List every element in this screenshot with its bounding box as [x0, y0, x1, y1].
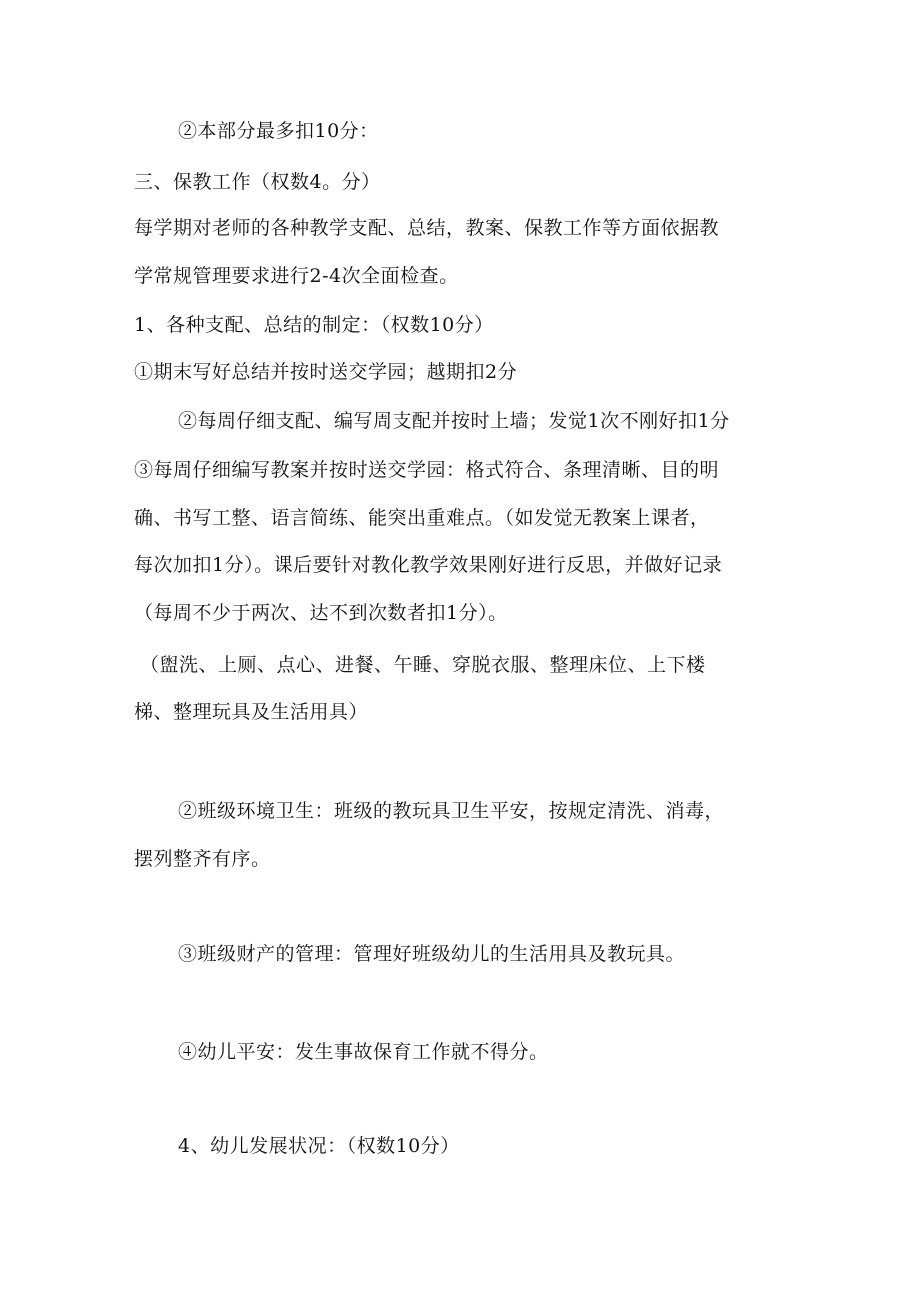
text-line: （每周不少于两次、达不到次数者扣1分）。 [134, 602, 508, 624]
text-line: ①期末写好总结并按时送交学园；越期扣2分 [134, 361, 518, 383]
text-line: 每次加扣1分）。课后要针对教化教学效果刚好进行反思，并做好记录 [134, 554, 723, 576]
text-line: 确、书写工整、语言简练、能突出重难点。（如发觉无教案上课者， [134, 507, 710, 529]
subsection-heading: 4、幼儿发展状况：（权数10分） [178, 1135, 460, 1157]
text-line: 摆列整齐有序。 [134, 848, 271, 870]
text-line: ④幼儿平安：发生事故保育工作就不得分。 [178, 1041, 549, 1063]
text-line: ②本部分最多扣10分： [178, 120, 379, 142]
text-line: 梯、整理玩具及生活用具） [134, 701, 369, 723]
text-line: ②每周仔细支配、编写周支配并按时上墙；发觉1次不刚好扣1分 [178, 410, 730, 432]
text-line: 学常规管理要求进行2-4次全面检查。 [134, 265, 459, 287]
text-line: 每学期对老师的各种教学支配、总结，教案、保教工作等方面依据教 [134, 217, 720, 239]
text-line: ③班级财产的管理：管理好班级幼儿的生活用具及教玩具。 [178, 943, 686, 965]
text-line: （盥洗、上厕、点心、进餐、午睡、穿脱衣服、整理床位、上下楼 [140, 654, 706, 676]
text-line: ③每周仔细编写教案并按时送交学园：格式符合、条理清晰、目的明 [134, 459, 720, 481]
section-heading: 三、保教工作（权数4。分） [134, 171, 381, 193]
subsection-heading: 1、各种支配、总结的制定：（权数10分） [134, 314, 494, 336]
text-line: ②班级环境卫生：班级的教玩具卫生平安，按规定清洗、消毒， [178, 800, 725, 822]
